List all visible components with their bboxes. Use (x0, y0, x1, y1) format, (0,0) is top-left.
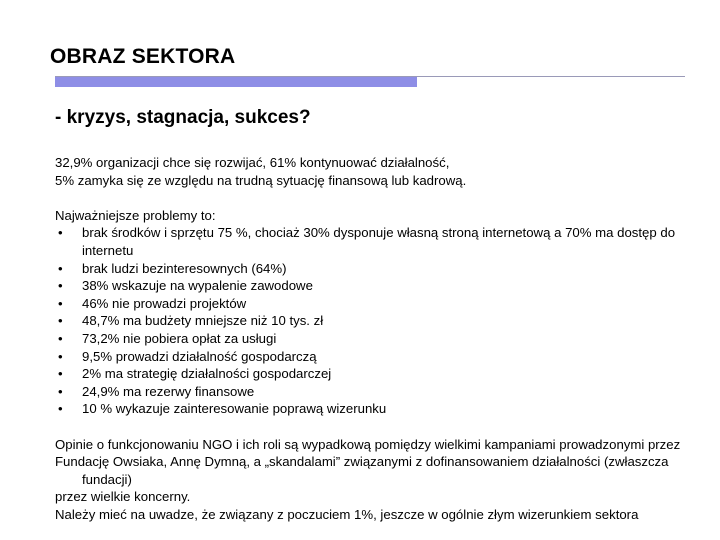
bullet-icon: • (58, 260, 63, 276)
intro-line-2: 5% zamyka się ze względu na trudną sytuację finansową lub kadrową. (55, 172, 467, 188)
list-item (55, 295, 720, 313)
slide-subtitle: - kryzys, stagnacja, sukces? (55, 107, 311, 128)
list-item-text: brak ludzi bezinteresownych (64%) (82, 260, 287, 276)
list-item (55, 400, 720, 418)
opinions-cut-off-line: Należy mieć na uwadze, że związany z poczuciem 1%, jeszcze w ogólnie złym wizerunkiem sektora (55, 506, 639, 522)
opinions-paragraph-3: przez wielkie koncerny. (55, 489, 191, 505)
bullet-icon: • (58, 348, 63, 364)
bullet-icon: • (58, 313, 63, 329)
title-accent-bar (55, 77, 417, 87)
list-item-text: 10 % wykazuje zainteresowanie poprawą wizerunku (82, 401, 387, 417)
paragraph-spacer (55, 418, 720, 436)
slide-body (55, 154, 720, 523)
opinions-paragraph-1: Opinie o funkcjonowaniu NGO i ich roli są wypadkową pomiędzy wielkimi kampaniami prowadzonymi przez (55, 436, 681, 452)
list-item-text: 73,2% nie pobiera opłat za usługi (82, 330, 277, 346)
list-item-text: 2% ma strategię działalności gospodarczej (82, 366, 332, 382)
list-item-text: 24,9% ma rezerwy finansowe (82, 383, 255, 399)
bullet-icon: • (58, 366, 63, 382)
list-item-text: brak środków i sprzętu 75 %, chociaż 30% dysponuje własną stroną internetową a 70% ma dostęp do internetu (82, 225, 676, 258)
bullet-icon: • (58, 383, 63, 399)
paragraph-spacer (55, 189, 720, 207)
list-item-text: 48,7% ma budżety mniejsze niż 10 tys. zł (82, 313, 324, 329)
problems-list (55, 224, 720, 418)
intro-line-1: 32,9% organizacji chce się rozwijać, 61% kontynuować działalność, (55, 155, 450, 170)
list-item (55, 330, 720, 348)
opinions-paragraph-2: Fundację Owsiaka, Annę Dymną, a „skandalami” związanymi z dofinansowaniem działalności (zwłaszcza fundacji) (55, 454, 669, 487)
bullet-icon: • (58, 330, 63, 346)
problems-heading: Najważniejsze problemy to: (55, 207, 216, 223)
list-item (55, 260, 720, 278)
list-item (55, 365, 720, 383)
bullet-icon: • (58, 295, 63, 311)
list-item (55, 277, 720, 295)
bullet-icon: • (58, 278, 63, 294)
list-item-text: 46% nie prowadzi projektów (82, 295, 247, 311)
list-item (55, 348, 720, 366)
list-item (55, 383, 720, 401)
list-item (55, 312, 720, 330)
slide-title: OBRAZ SEKTORA (50, 45, 236, 68)
bullet-icon: • (58, 401, 63, 417)
list-item-text: 9,5% prowadzi działalność gospodarczą (82, 348, 317, 364)
bullet-icon: • (58, 225, 63, 241)
list-item-text: 38% wskazuje na wypalenie zawodowe (82, 278, 313, 294)
list-item (55, 224, 720, 259)
